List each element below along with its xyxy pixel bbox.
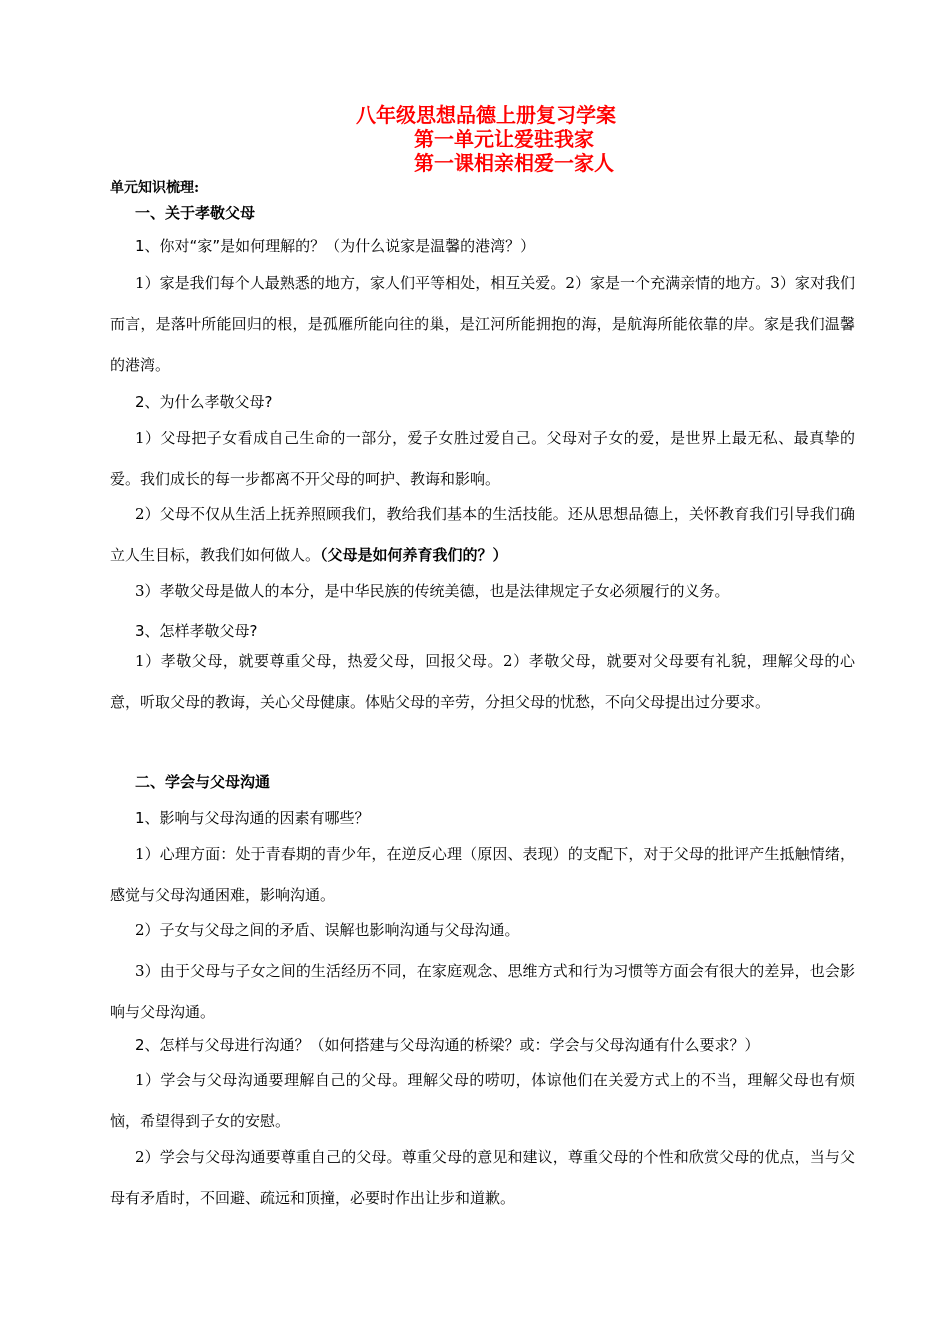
section-1-q2-answer-1: 1）父母把子女看成自己生命的一部分，爱子女胜过爱自己。父母对子女的爱，是世界上最无私、最真挚的爱。我们成长的每一步都离不开父母的呵护、教诲和影响。 — [110, 429, 855, 488]
section-1-q3-answer-1: 1）孝敬父母，就要尊重父母，热爱父母，回报父母。2）孝敬父母，就要对父母要有礼貌，理解父母的心意，听取父母的教诲，关心父母健康。体贴父母的辛劳，分担父母的忧愁，不向父母提出过分要求。 — [110, 652, 855, 711]
section-1-heading: 一、关于孝敬父母 — [135, 204, 256, 222]
title-line-3: 第一课相亲相爱一家人 — [414, 151, 614, 175]
section-2-question-1: 1、影响与父母沟通的因素有哪些？ — [135, 809, 370, 827]
section-2-q2-answer-2: 2）学会与父母沟通要尊重自己的父母。尊重父母的意见和建议，尊重父母的个性和欣赏父母的优点，当与父母有矛盾时，不回避、疏远和顶撞，必要时作出让步和道歉。 — [110, 1148, 855, 1207]
section-1-question-3: 3、怎样孝敬父母? — [135, 622, 258, 640]
section-1-question-2: 2、为什么孝敬父母? — [135, 393, 273, 411]
section-1-q1-answer-1: 1）家是我们每个人最熟悉的地方，家人们平等相处，相互关爱。2）家是一个充满亲情的地方。3）家对我们而言，是落叶所能回归的根，是孤雁所能向往的巢，是江河所能拥抱的海，是航海所能依靠的岸。家是我们温馨的港湾。 — [110, 274, 855, 374]
section-2-q2-answer-1: 1）学会与父母沟通要理解自己的父母。理解父母的唠叨，体谅他们在关爱方式上的不当，理解父母也有烦恼，希望得到子女的安慰。 — [110, 1071, 855, 1130]
section-1-q2-answer-2-bold: （父母是如何养育我们的？） — [320, 546, 508, 564]
section-2-heading: 二、学会与父母沟通 — [135, 773, 271, 791]
section-1-q2-answer-2 — [110, 494, 855, 576]
section-1-q2-answer-3: 3）孝敬父母是做人的本分，是中华民族的传统美德，也是法律规定子女必须履行的义务。 — [135, 582, 730, 600]
section-2-q1-answer-3: 3）由于父母与子女之间的生活经历不同，在家庭观念、思维方式和行为习惯等方面会有很大的差异，也会影响与父母沟通。 — [110, 962, 855, 1021]
section-1-question-1: 1、你对“家”是如何理解的？（为什么说家是温馨的港湾？） — [135, 237, 536, 255]
section-1-q2-answer-2-text: 2）父母不仅从生活上抚养照顾我们，教给我们基本的生活技能。还从思想品德上，关怀教育我们引导我们确立人生目标，教我们如何做人。 — [110, 505, 855, 564]
section-2-q1-answer-1: 1）心理方面：处于青春期的青少年，在逆反心理（原因、表现）的支配下，对于父母的批评产生抵触情绪，感觉与父母沟通困难，影响沟通。 — [110, 845, 855, 904]
unit-summary-label: 单元知识梳理: — [110, 180, 200, 196]
section-2-q1-answer-2: 2）子女与父母之间的矛盾、误解也影响沟通与父母沟通。 — [135, 921, 520, 939]
title-line-1: 八年级思想品德上册复习学案 — [356, 103, 616, 127]
section-2-question-2: 2、怎样与父母进行沟通？（如何搭建与父母沟通的桥梁？或：学会与父母沟通有什么要求？） — [135, 1036, 760, 1054]
title-line-2: 第一单元让爱驻我家 — [414, 127, 594, 151]
